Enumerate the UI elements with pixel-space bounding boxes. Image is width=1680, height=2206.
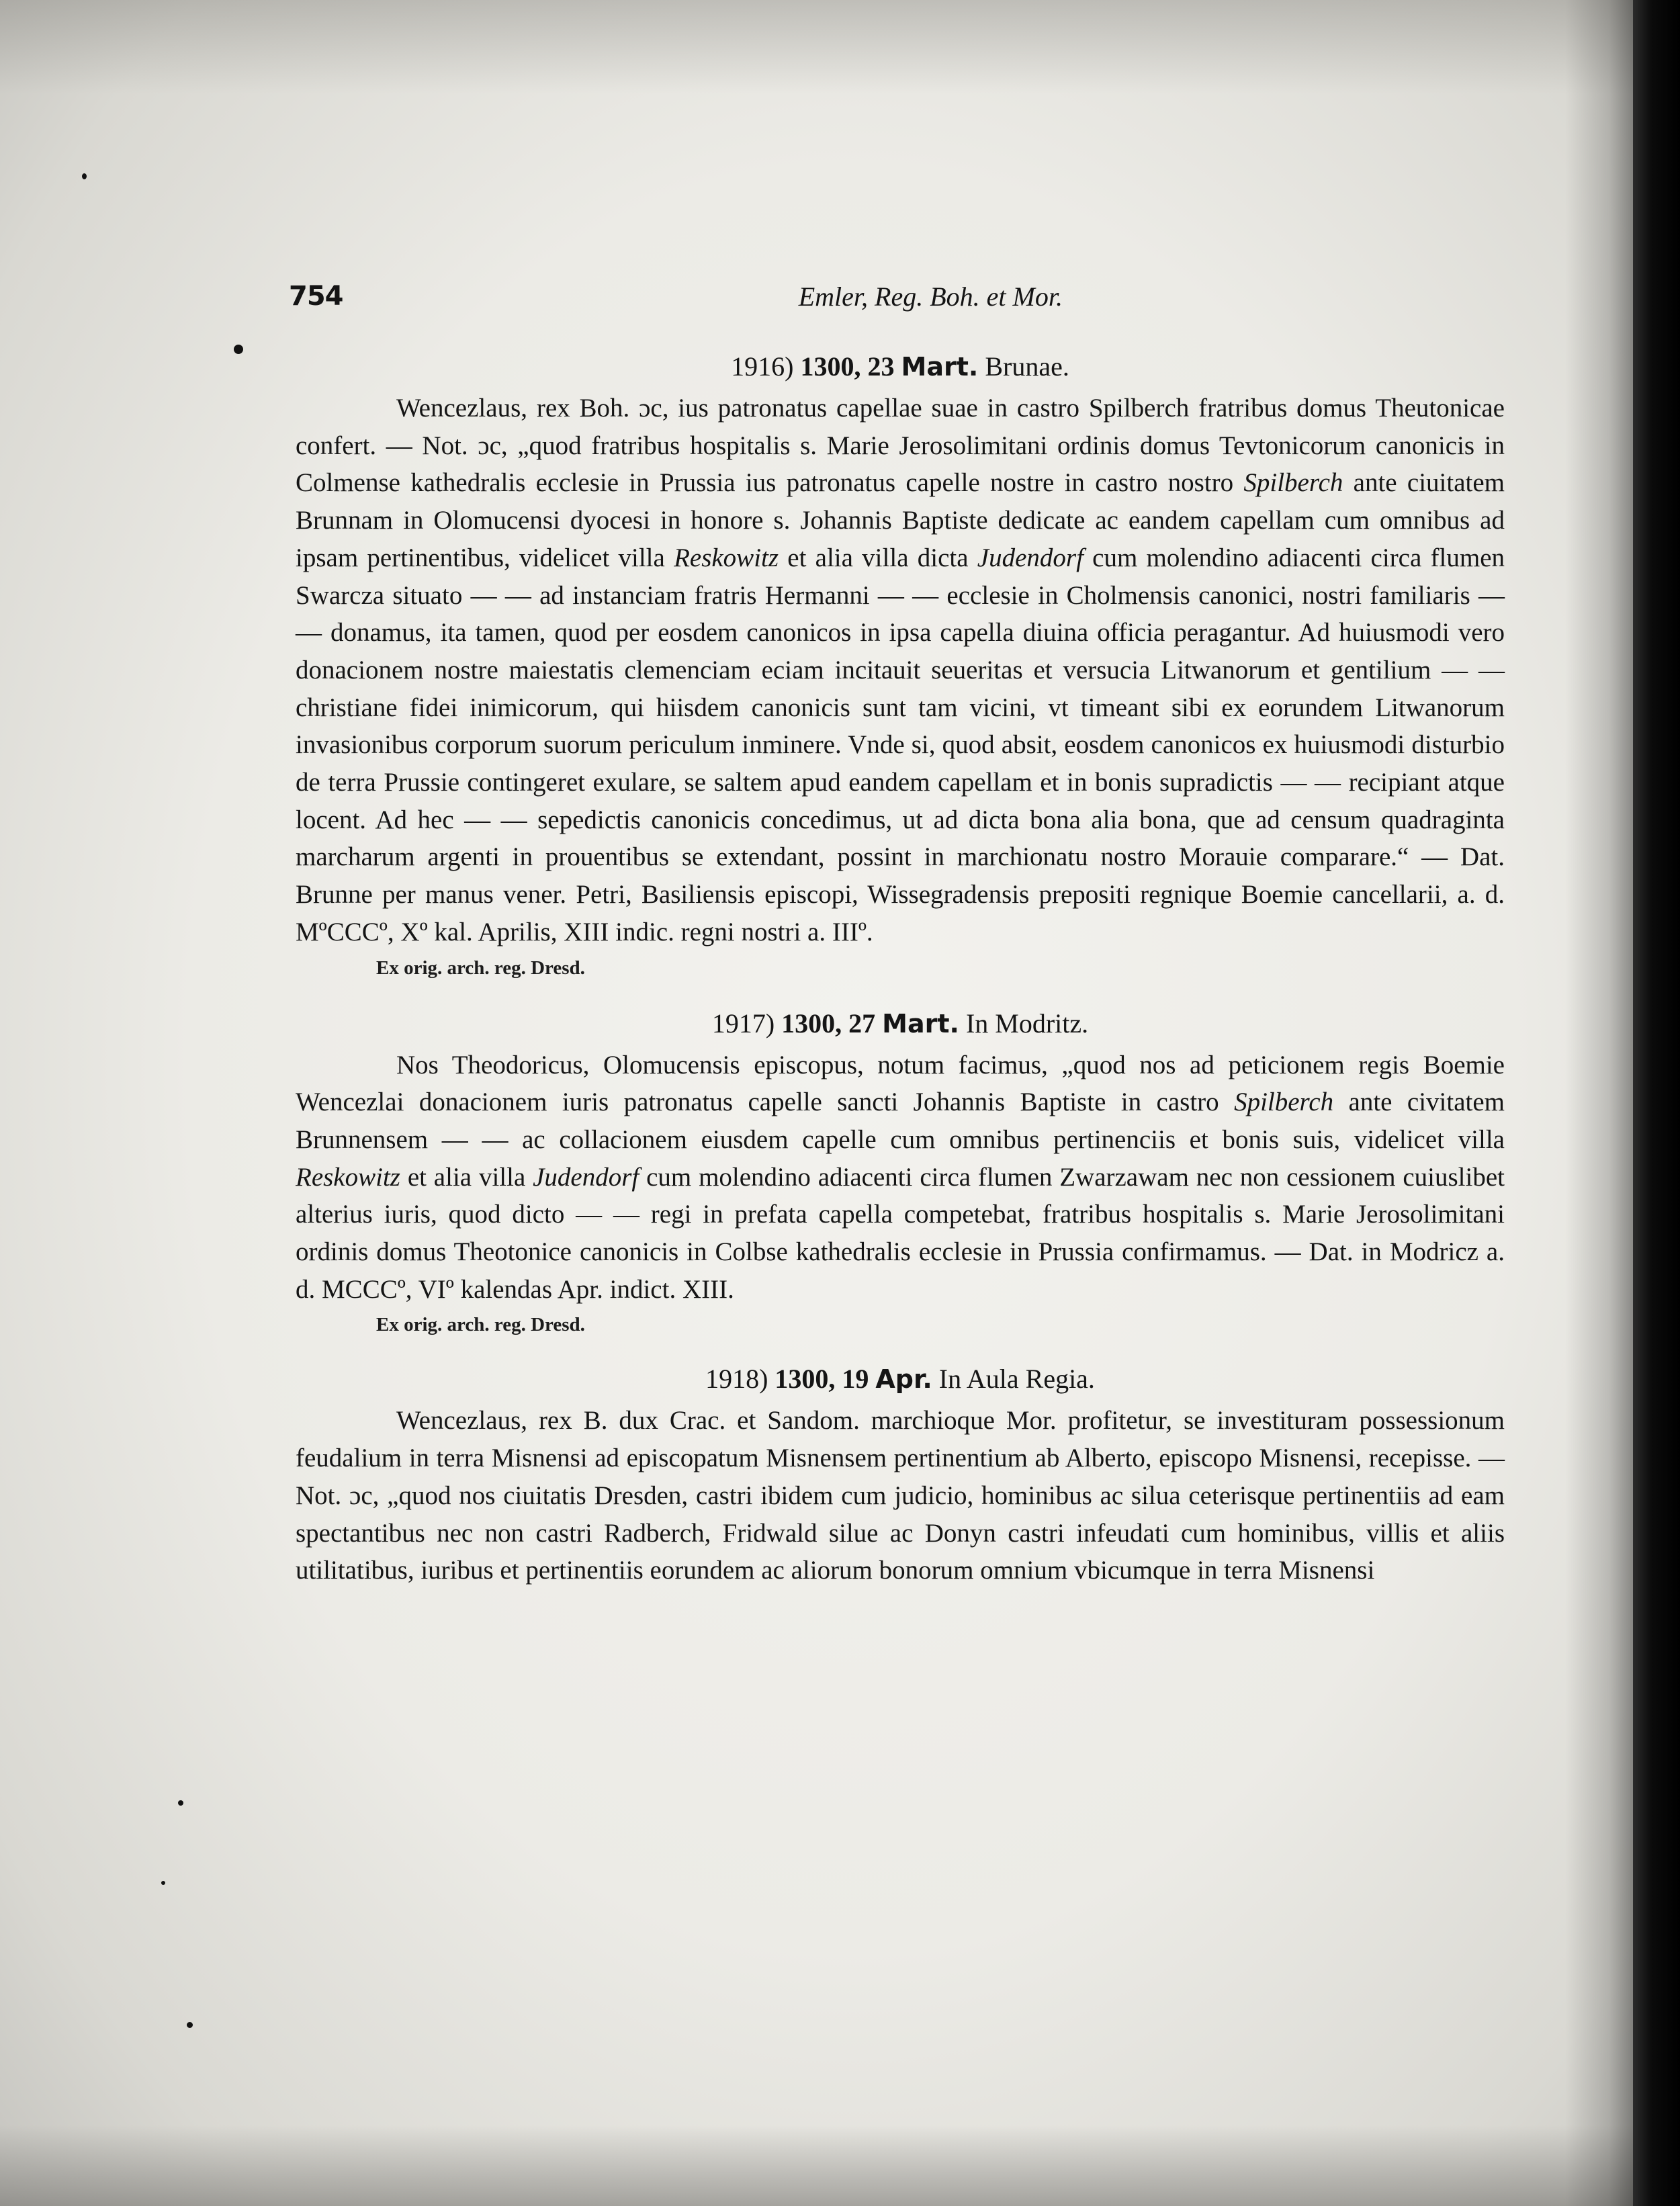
place-name-italic: Judendorf — [533, 1162, 639, 1192]
page-shading-top — [0, 0, 1639, 94]
entry-day: 23 — [867, 351, 895, 382]
place-name-italic: Spilberch — [1243, 468, 1343, 498]
entry-number: 1917) — [711, 1008, 775, 1039]
entry-month: Mart. — [882, 1008, 959, 1039]
scan-speck — [82, 173, 87, 179]
entry-number: 1918) — [705, 1364, 768, 1395]
body-text: ante ciuitatem Brunnam in Olomucensi dyocesi in honore s. Johannis Baptiste dedicate ac eandem capellam cum omnibus ad ipsam pertinentibus, videlicet villa — [296, 468, 1505, 572]
entry-place: In Aula Regia. — [938, 1364, 1095, 1395]
body-text: Nos Theodoricus, Olomucensis episcopus, notum facimus, „quod nos ad peticionem regis Boemie Wencezlai donacionem iuris patronatus capelle sancti Johannis Baptiste in castro — [296, 1050, 1505, 1117]
entry-source: Ex orig. arch. reg. Dresd. — [376, 1314, 585, 1336]
page-header — [289, 281, 1063, 314]
entry-1916 — [296, 349, 1505, 982]
scan-speck — [178, 1800, 183, 1806]
entry-month: Apr. — [875, 1364, 932, 1395]
scanner-border — [1633, 0, 1680, 2206]
body-text: Wencezlaus, rex B. dux Crac. et Sandom. marchioque Mor. profitetur, se investituram possessionum feudalium in terra Misnensi ad episcopatum Misnensem pertinentium ab Alberto, episcopo Misnensi, recepisse. — Not. ɔc, „quod nos ciuitatis Dresden, castri ibidem cum judicio, hominibus ac silua ceterisque pertinentiis ad eam spectantibus nec non castri Radberch, Fridwald silue ac Donyn castri infeudati cum hominibus, villis et aliis utilitatibus, iuribus et pertinentiis eorundem ac aliorum bonorum omnium vbicumque in terra Misnensi — [296, 1406, 1505, 1585]
entry-year: 1300, — [775, 1364, 836, 1395]
place-name-italic: Reskowitz — [296, 1162, 400, 1192]
scan-speck — [234, 345, 243, 354]
place-name-italic: Reskowitz — [674, 543, 779, 572]
page-number: 754 — [289, 281, 343, 312]
entry-heading — [296, 349, 1505, 384]
entry-day: 27 — [848, 1008, 876, 1039]
entry-heading — [296, 1362, 1505, 1397]
entry-place: Brunae. — [985, 351, 1069, 382]
body-text: ante civitatem Brunnensem — — ac collacionem eiusdem capelle cum omnibus pertinenciis et bonis suis, videlicet villa — [296, 1088, 1505, 1154]
scan-speck — [187, 2022, 193, 2028]
entry-1917 — [296, 1006, 1505, 1339]
entry-place: In Modritz. — [965, 1008, 1089, 1039]
entry-1918 — [296, 1362, 1505, 1589]
entry-source: Ex orig. arch. reg. Dresd. — [376, 957, 585, 979]
entry-body — [296, 1402, 1505, 1589]
body-text: cum molendino adiacenti circa flumen Zwarzawam nec non cessionem cuiuslibet alterius iuris, quod dicto — — regi in prefata capella competebat, fratribus hospitalis s. Marie Jerosolimitani ordinis domus Theotonice canonicis in Colbse kathedralis ecclesie in Prussia confirmamus. — Dat. in Modricz a. d. MCCCº, VIº kalendas Apr. indict. XIII. — [296, 1162, 1505, 1304]
page-shading-bottom — [0, 2125, 1639, 2206]
page-edge-shadow — [1565, 0, 1639, 2206]
entry-month: Mart. — [901, 352, 979, 382]
place-name-italic: Judendorf — [977, 543, 1084, 572]
body-text: et alia villa dicta — [779, 543, 977, 572]
entry-number: 1916) — [731, 351, 794, 382]
entry-body — [296, 1047, 1505, 1309]
entry-year: 1300, — [800, 351, 861, 382]
body-text: Wencezlaus, rex Boh. ɔc, ius patronatus capellae suae in castro Spilberch fratribus domus Theutonicae confert. — Not. ɔc, „quod fratribus hospitalis s. Marie Jerosolimitani ordinis domus Tevtonicorum canonicis in Colmense kathedralis ecclesie in Prussia ius patronatus capelle nostre in castro nostro — [296, 394, 1505, 498]
place-name-italic: Spilberch — [1234, 1088, 1334, 1117]
entry-day: 19 — [842, 1364, 869, 1395]
body-text: et alia villa — [400, 1162, 533, 1192]
page-content — [296, 349, 1505, 1589]
entry-heading — [296, 1006, 1505, 1041]
body-text: cum molendino adiacenti circa flumen Swarcza situato — — ad instanciam fratris Hermanni — — ecclesie in Cholmensis canonici, nostri familiaris — — donamus, ita tamen, quod per eosdem canonicos in ipsa capella diuina officia peragantur. Ad huiusmodi vero donacionem nostre maiestatis clemenciam eciam incitauit seueritas et versucia Litwanorum et gentilium — — christiane fidei inimicorum, qui hiisdem canonicis sunt tam vicini, vt timeant sibi ex eorundem Litwanorum invasionibus corporum suorum periculum inminere. Vnde si, quod absit, eosdem canonicos ex huiusmodi disturbio de terra Prussie contingeret exulare, se saltem apud eandem capellam et in bonis supradictis — — recipiant atque locent. Ad hec — — sepedictis canonicis concedimus, ut ad dicta bona alia bona, que ad censum quadraginta marcharum argenti in prouentibus se extendant, possint in marchionatu nostro Morauie comparare.“ — Dat. Brunne per manus vener. Petri, Basiliensis episcopi, Wissegradensis prepositi regnique Boemie cancellarii, a. d. MºCCCº, Xº kal. Aprilis, XIII indic. regni nostri a. IIIº. — [296, 543, 1505, 946]
running-title: Emler, Reg. Boh. et Mor. — [798, 281, 1063, 312]
entry-year: 1300, — [781, 1008, 842, 1039]
entry-body — [296, 390, 1505, 951]
scan-speck — [161, 1881, 165, 1885]
